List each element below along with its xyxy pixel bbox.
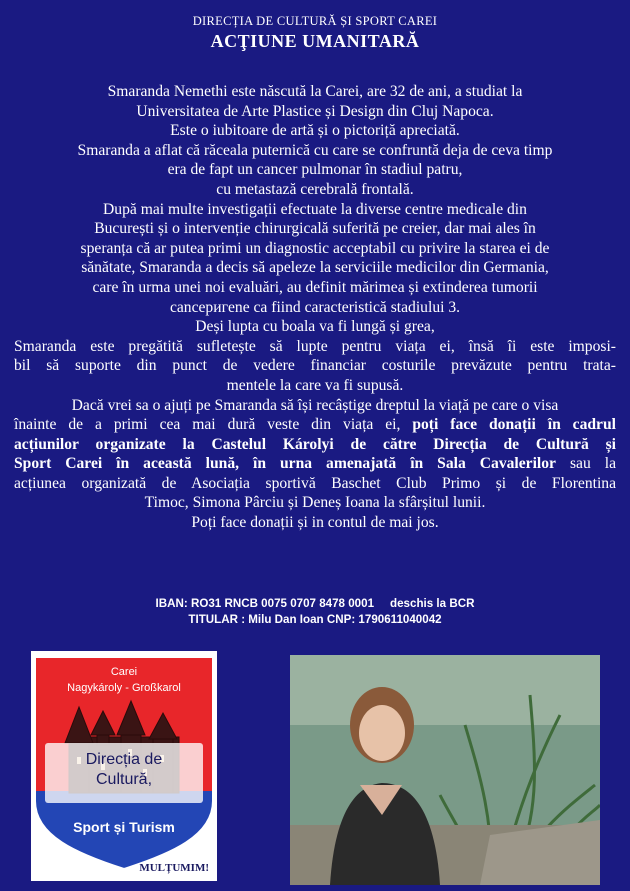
- body-line: Smaranda Nemethi este născută la Carei, are 32 de ani, a studiat la: [107, 83, 523, 100]
- appeal-bold-text: poți face donații în cadrul: [412, 416, 616, 434]
- appeal-text: sau la: [555, 455, 616, 473]
- thanks-text: MULȚUMIM!: [139, 862, 209, 874]
- appeal-line: Timoc, Simona Pârciu și Deneș Ioana la sfârșitul lunii.: [144, 494, 486, 512]
- body-line: Universitatea de Arte Plastice și Design din Cluj Napoca.: [136, 102, 494, 120]
- organization-name: DIRECȚIA DE CULTURĂ ȘI SPORT CAREI: [192, 14, 438, 28]
- iban-row: [0, 596, 630, 612]
- logo-city-line2: Nagykároly - Großkarol: [67, 682, 181, 694]
- appeal-bold-text: Sport Carei în această lună, în urna amenajată în Sala Cavalerilor: [14, 455, 556, 473]
- logo-city-line1: Carei: [110, 666, 138, 678]
- logo-dept-line1: Direcția de: [85, 751, 163, 768]
- body-line: Este o iubitoare de artă și o pictoriță apreciată.: [170, 122, 460, 140]
- body-line: Smaranda este pregătită sufletește să lupte pentru viața ei, însă îi este imposi-: [14, 337, 616, 355]
- department-logo: [31, 651, 217, 881]
- appeal-text: înainte de a primi cea mai dură veste din viața ei,: [14, 416, 413, 434]
- bank-details: [0, 596, 630, 628]
- bank-note: deschis la BCR: [390, 597, 475, 610]
- body-line: sănătate, Smaranda a decis să apeleze la serviciile medicilor din Germania,: [81, 259, 549, 277]
- header: [0, 14, 630, 52]
- portrait-image: [290, 655, 600, 885]
- logo-dept-line3: Sport și Turism: [73, 819, 175, 835]
- appeal-line: acțiunea organizată de Asociația sportivă Baschet Club Primo și de Florentina: [14, 474, 616, 492]
- body-line: care în urma unei noi evaluări, au definit mărimea și extinderea tumorii: [92, 278, 538, 296]
- account-holder: TITULAR : Milu Dan Ioan CNP: 1790611040042: [188, 613, 442, 626]
- body-line: era de fapt un cancer pulmonar în stadiul patru,: [167, 161, 463, 179]
- body-line: bil să suporte din punct de vedere financiar costurile prevăzute pentru trata-: [14, 357, 616, 375]
- appeal-line: [14, 454, 616, 474]
- body-line: speranța că ar putea primi un diagnostic acceptabil cu privire la starea ei de: [80, 239, 550, 257]
- body-line: Smaranda a aflat că răceala puternică cu care se confruntă deja de ceva timp: [77, 141, 553, 159]
- body-line: canceригene ca fiind caracteristică stadiului 3.: [169, 298, 461, 316]
- appeal-line: Poți face donații și in contul de mai jos.: [191, 514, 439, 532]
- body-line: București și o intervenție chirurgicală suferită pe creier, dar mai ales în: [94, 220, 536, 238]
- body-line: Deși lupta cu boala va fi lungă și grea,: [195, 318, 435, 336]
- portrait-photo: [290, 655, 600, 885]
- article-body: [14, 82, 616, 533]
- page-title: ACŢIUNE UMANITARĂ: [210, 31, 420, 51]
- logo-dept-line2: Cultură,: [95, 771, 153, 788]
- appeal-line: Dacă vrei sa o ajuți pe Smaranda să își recâștige dreptul la viață pe care o visa: [71, 396, 559, 414]
- appeal-line: [14, 415, 616, 435]
- body-line: După mai multe investigații efectuate la diverse centre medicale din: [103, 200, 527, 218]
- body-line: mentele la care va fi supusă.: [226, 376, 404, 394]
- body-line: cu metastază cerebrală frontală.: [216, 180, 414, 198]
- iban: IBAN: RO31 RNCB 0075 0707 8478 0001: [155, 597, 375, 610]
- appeal-line: acțiunilor organizate la Castelul Károlyi de către Direcția de Cultură și: [14, 435, 616, 453]
